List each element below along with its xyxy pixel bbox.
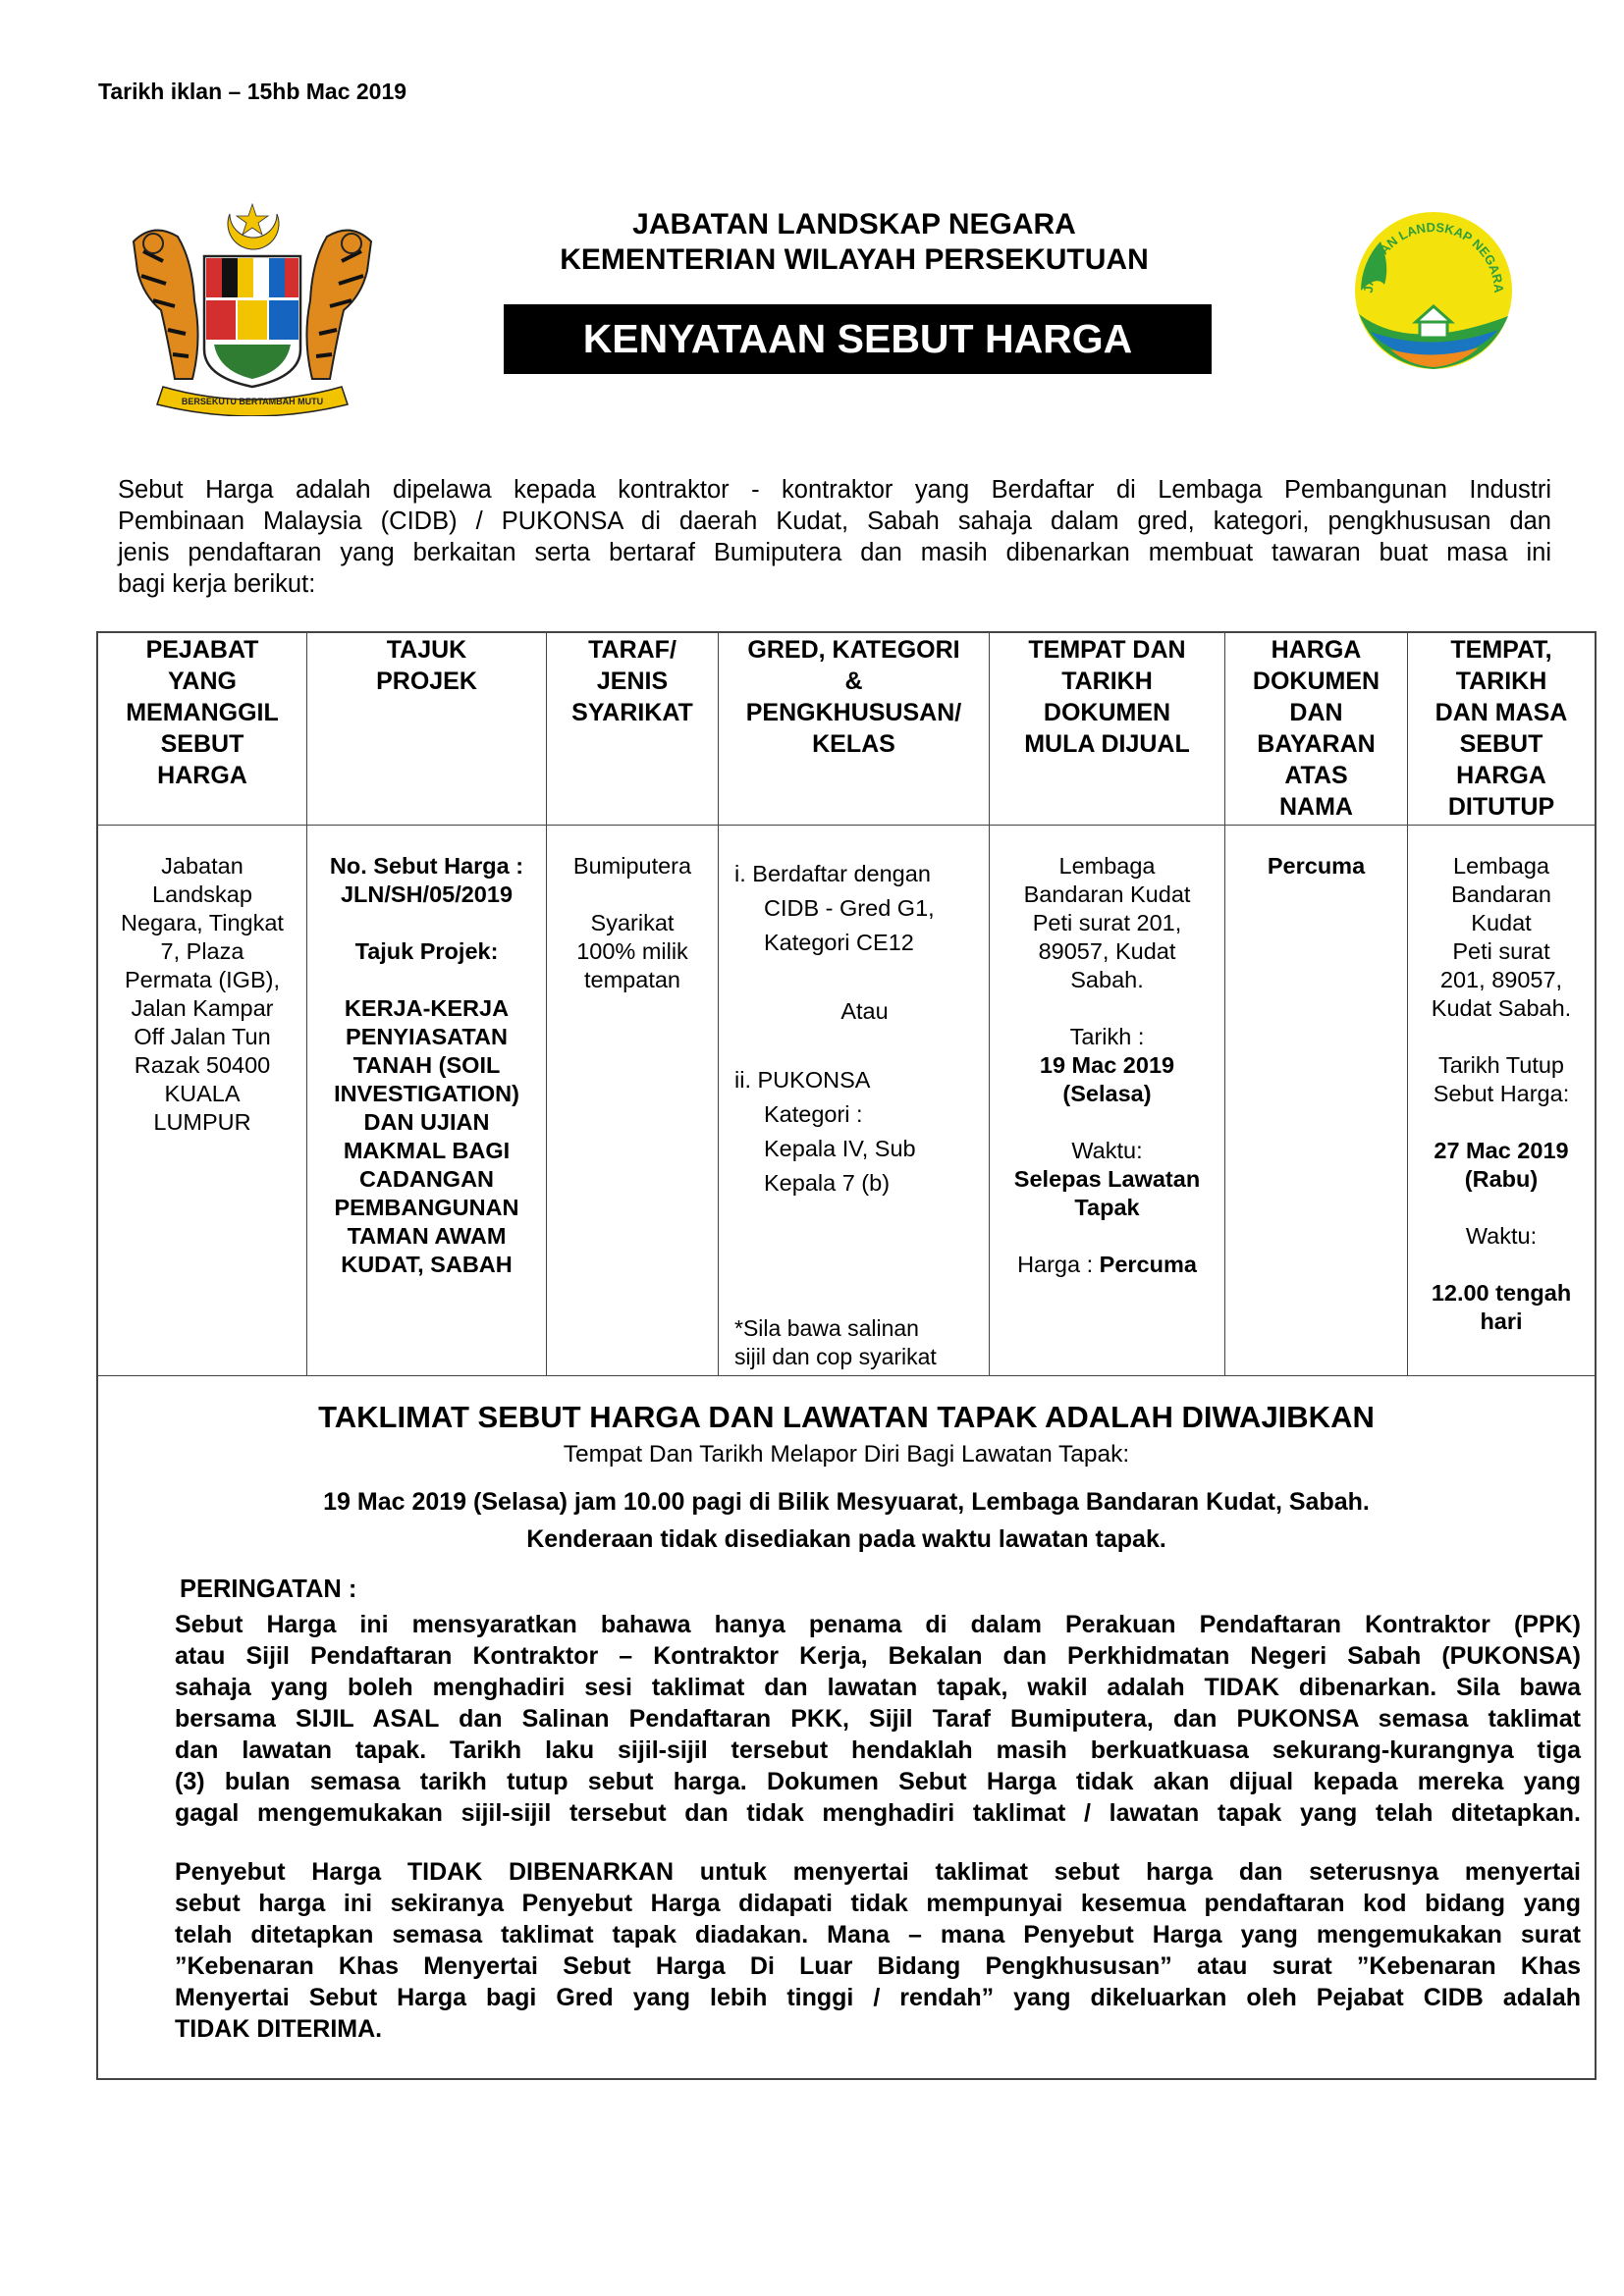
taklimat-transport-note: Kenderaan tidak disediakan pada waktu lawatan tapak.	[526, 1525, 1166, 1553]
header-harga: HARGA DOKUMEN DAN BAYARAN ATAS NAMA	[1252, 636, 1380, 821]
cell-pejabat: Jabatan Landskap Negara, Tingkat 7, Plaza Permata (IGB), Jalan Kampar Off Jalan Tun Razak 50400 KUALA LUMPUR	[121, 853, 284, 1135]
taklimat-title: TAKLIMAT SEBUT HARGA DAN LAWATAN TAPAK ADALAH DIWAJIBKAN	[318, 1400, 1375, 1434]
header-ditutup: TEMPAT, TARIKH DAN MASA SEBUT HARGA DITUTUP	[1435, 636, 1568, 821]
crest-motto: BERSEKUTU BERTAMBAH MUTU	[181, 397, 324, 406]
header-tempat-jual: TEMPAT DAN TARIKH DOKUMEN MULA DIJUAL	[1024, 636, 1190, 758]
jln-logo	[1351, 206, 1516, 375]
gred-note: *Sila bawa salinan sijil dan cop syarikat	[734, 1315, 937, 1369]
table-bottom-rule	[96, 1375, 1597, 1376]
document-title-banner: KENYATAAN SEBUT HARGA	[504, 304, 1212, 374]
peringatan-paragraph-2: Penyebut Harga TIDAK DIBENARKAN untuk menyertai taklimat sebut harga dan seterusnya menyertai sebut harga ini sekiranya Penyebut Harga didapati tidak mempunyai kesemua pendaftaran kod bidang yang telah ditetapkan semasa taklimat tapak diadakan. Mana – mana Penyebut Harga yang mengemukakan surat ”Kebenaran Khas Menyertai Sebut Harga Di Luar Bidang Pengkhususan” atau surat ”Kebenaran Khas Menyertai Sebut Harga bagi Gred yang lebih tinggi / rendah” yang dikeluarkan oleh Pejabat CIDB adalah TIDAK DITERIMA.	[175, 1858, 1581, 2043]
project-title-label: Tajuk Projek:	[354, 938, 499, 964]
header-tajuk: TAJUK PROJEK	[376, 636, 477, 695]
department-name: JABATAN LANDSKAP NEGARA	[632, 208, 1076, 240]
peringatan-paragraph-1: Sebut Harga ini mensyaratkan bahawa hanya penama di dalam Perakuan Pendaftaran Kontraktor (PPK) atau Sijil Pendaftaran Kontraktor – Kontraktor Kerja, Bekalan dan Perkhidmatan Negeri Sabah (PUKONSA) sahaja yang boleh menghadiri sesi taklimat dan lawatan tapak, wakil adalah TIDAK dibenarkan. Sila bawa bersama SIJIL ASAL dan Salinan Pendaftaran PKK, Sijil Taraf Bumiputera, dan PUKONSA semasa taklimat dan lawatan tapak. Tarikh laku sijil-sijil tersebut hendaklah masih berkuatkuasa sekurang-kurangnya tiga (3) bulan semasa tarikh tutup sebut harga. Dokumen Sebut Harga tidak akan dijual kepada mereka yang gagal mengemukakan sijil-sijil tersebut dan tidak menghadiri taklimat / lawatan tapak yang telah ditetapkan.	[175, 1611, 1581, 1827]
taklimat-detail: 19 Mac 2019 (Selasa) jam 10.00 pagi di Bilik Mesyuarat, Lembaga Bandaran Kudat, Sabah.	[323, 1488, 1370, 1516]
cell-tajuk: No. Sebut Harga : JLN/SH/05/2019 Tajuk Projek: KERJA-KERJA PENYIASATAN TANAH (SOIL INVESTIGATION) DAN UJIAN MAKMAL BAGI CADANGAN PEMBANGUNAN TAMAN AWAM KUDAT, SABAH	[307, 852, 546, 1279]
jln-logo-text: JABATAN LANDSKAP NEGARA	[1360, 219, 1507, 294]
peringatan-heading: PERINGATAN :	[180, 1575, 357, 1603]
table-divider	[546, 631, 547, 1375]
header-pejabat: PEJABAT YANG MEMANGGIL SEBUT HARGA	[126, 636, 279, 789]
cell-harga-dokumen: Percuma	[1267, 853, 1366, 879]
ministry-name: KEMENTERIAN WILAYAH PERSEKUTUAN	[560, 243, 1149, 276]
cell-gred: i. Berdaftar dengan CIDB - Gred G1, Kategori CE12 Atau ii. PUKONSA Kategori : Kepala IV, Sub Kepala 7 (b)	[734, 861, 935, 1196]
intro-paragraph: Sebut Harga adalah dipelawa kepada kontraktor - kontraktor yang Berdaftar di Lembaga Pembangunan Industri Pembinaan Malaysia (CIDB) / PUKONSA di daerah Kudat, Sabah sahaja dalam gred, kategori, pengkhususan dan jenis pendaftaran yang berkaitan serta bertaraf Bumiputera dan masih dibenarkan membuat tawaran buat masa ini bagi kerja berikut:	[118, 476, 1551, 598]
coat-of-arms-logo	[124, 202, 381, 416]
cell-tempat-jual: Lembaga Bandaran Kudat Peti surat 201, 89057, Kudat Sabah. Tarikh : 19 Mac 2019 (Selasa) Waktu: Selepas Lawatan Tapak Harga : Percuma	[1013, 853, 1201, 1277]
reference-label: No. Sebut Harga :	[329, 853, 524, 879]
ad-date: Tarikh iklan – 15hb Mac 2019	[98, 79, 407, 104]
header-taraf: TARAF/ JENIS SYARIKAT	[571, 636, 693, 726]
reference-number: JLN/SH/05/2019	[340, 881, 514, 907]
taklimat-subtitle: Tempat Dan Tarikh Melapor Diri Bagi Lawatan Tapak:	[563, 1441, 1130, 1468]
table-header-rule	[96, 825, 1597, 826]
cell-ditutup: Lembaga Bandaran Kudat Peti surat 201, 89057, Kudat Sabah. Tarikh Tutup Sebut Harga: 27 Mac 2019 (Rabu) Waktu: 12.00 tengah hari	[1431, 853, 1572, 1334]
cell-taraf: Bumiputera Syarikat 100% milik tempatan	[572, 853, 692, 992]
header-gred: GRED, KATEGORI & PENGKHUSUSAN/ KELAS	[745, 636, 962, 758]
